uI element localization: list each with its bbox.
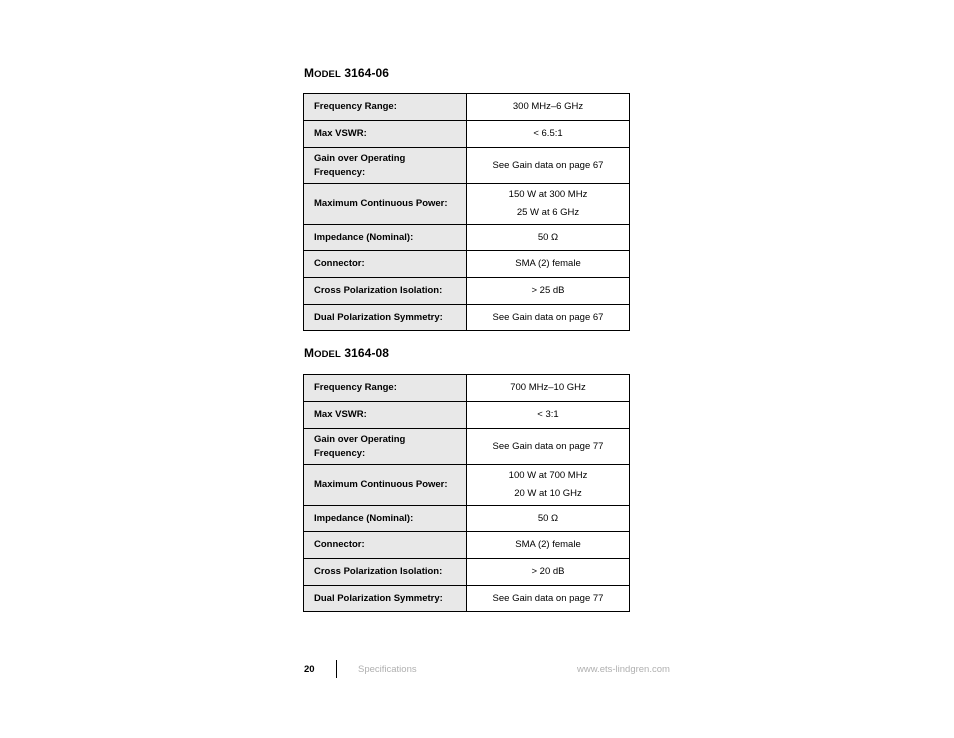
row-value: See Gain data on page 77 [467, 429, 630, 465]
table-row [304, 375, 630, 402]
table-row [304, 586, 630, 612]
row-label: Frequency Range: [304, 94, 467, 121]
row-value: See Gain data on page 77 [467, 586, 630, 612]
footer-section-name: Specifications [358, 664, 417, 675]
model-number: 3164-08 [344, 346, 390, 360]
row-label: Max VSWR: [304, 402, 467, 429]
row-label: Maximum Continuous Power: [304, 465, 467, 506]
table-row [304, 278, 630, 305]
table-row [304, 532, 630, 559]
table-row [304, 506, 630, 532]
section-title-model-3164-08 [304, 346, 389, 360]
table-row [304, 148, 630, 184]
row-value: 700 MHz–10 GHz [467, 375, 630, 402]
row-value: < 6.5:1 [467, 121, 630, 148]
row-label: Cross Polarization Isolation: [304, 278, 467, 305]
value-line: 100 W at 700 MHz [508, 470, 588, 481]
row-value [467, 465, 630, 506]
table-row [304, 225, 630, 251]
row-value: 50 Ω [467, 225, 630, 251]
row-value: SMA (2) female [467, 532, 630, 559]
row-label: Frequency Range: [304, 375, 467, 402]
value-line: 20 W at 10 GHz [514, 488, 582, 499]
title-initial: M [304, 66, 315, 80]
row-value: 300 MHz–6 GHz [467, 94, 630, 121]
title-small-caps: ODEL [314, 349, 341, 360]
row-value: 50 Ω [467, 506, 630, 532]
page-number: 20 [304, 664, 315, 675]
row-label: Connector: [304, 532, 467, 559]
row-label: Dual Polarization Symmetry: [304, 586, 467, 612]
table-row [304, 559, 630, 586]
spec-table-3164-08 [303, 374, 630, 612]
row-value [467, 184, 630, 225]
page-footer [0, 660, 954, 680]
table-row [304, 465, 630, 506]
row-label: Dual Polarization Symmetry: [304, 305, 467, 331]
row-label: Gain over Operating Frequency: [304, 148, 467, 184]
value-line: 25 W at 6 GHz [516, 207, 580, 218]
section-title-model-3164-06 [304, 66, 389, 80]
row-label: Impedance (Nominal): [304, 225, 467, 251]
table-row [304, 184, 630, 225]
table-row [304, 402, 630, 429]
title-initial: M [304, 346, 315, 360]
table-row [304, 121, 630, 148]
row-value: < 3:1 [467, 402, 630, 429]
row-value: > 25 dB [467, 278, 630, 305]
table-row [304, 305, 630, 331]
row-label: Maximum Continuous Power: [304, 184, 467, 225]
table-row [304, 429, 630, 465]
table-row [304, 94, 630, 121]
row-label: Gain over Operating Frequency: [304, 429, 467, 465]
title-small-caps: ODEL [314, 69, 341, 80]
row-label: Impedance (Nominal): [304, 506, 467, 532]
row-value: See Gain data on page 67 [467, 305, 630, 331]
row-label: Max VSWR: [304, 121, 467, 148]
row-value: SMA (2) female [467, 251, 630, 278]
row-label: Cross Polarization Isolation: [304, 559, 467, 586]
row-label: Connector: [304, 251, 467, 278]
row-value: See Gain data on page 67 [467, 148, 630, 184]
value-line: 150 W at 300 MHz [508, 189, 588, 200]
footer-divider [336, 660, 337, 678]
table-row [304, 251, 630, 278]
spec-table-3164-06 [303, 93, 630, 331]
model-number: 3164-06 [344, 66, 390, 80]
row-value: > 20 dB [467, 559, 630, 586]
footer-website: www.ets-lindgren.com [577, 664, 670, 675]
